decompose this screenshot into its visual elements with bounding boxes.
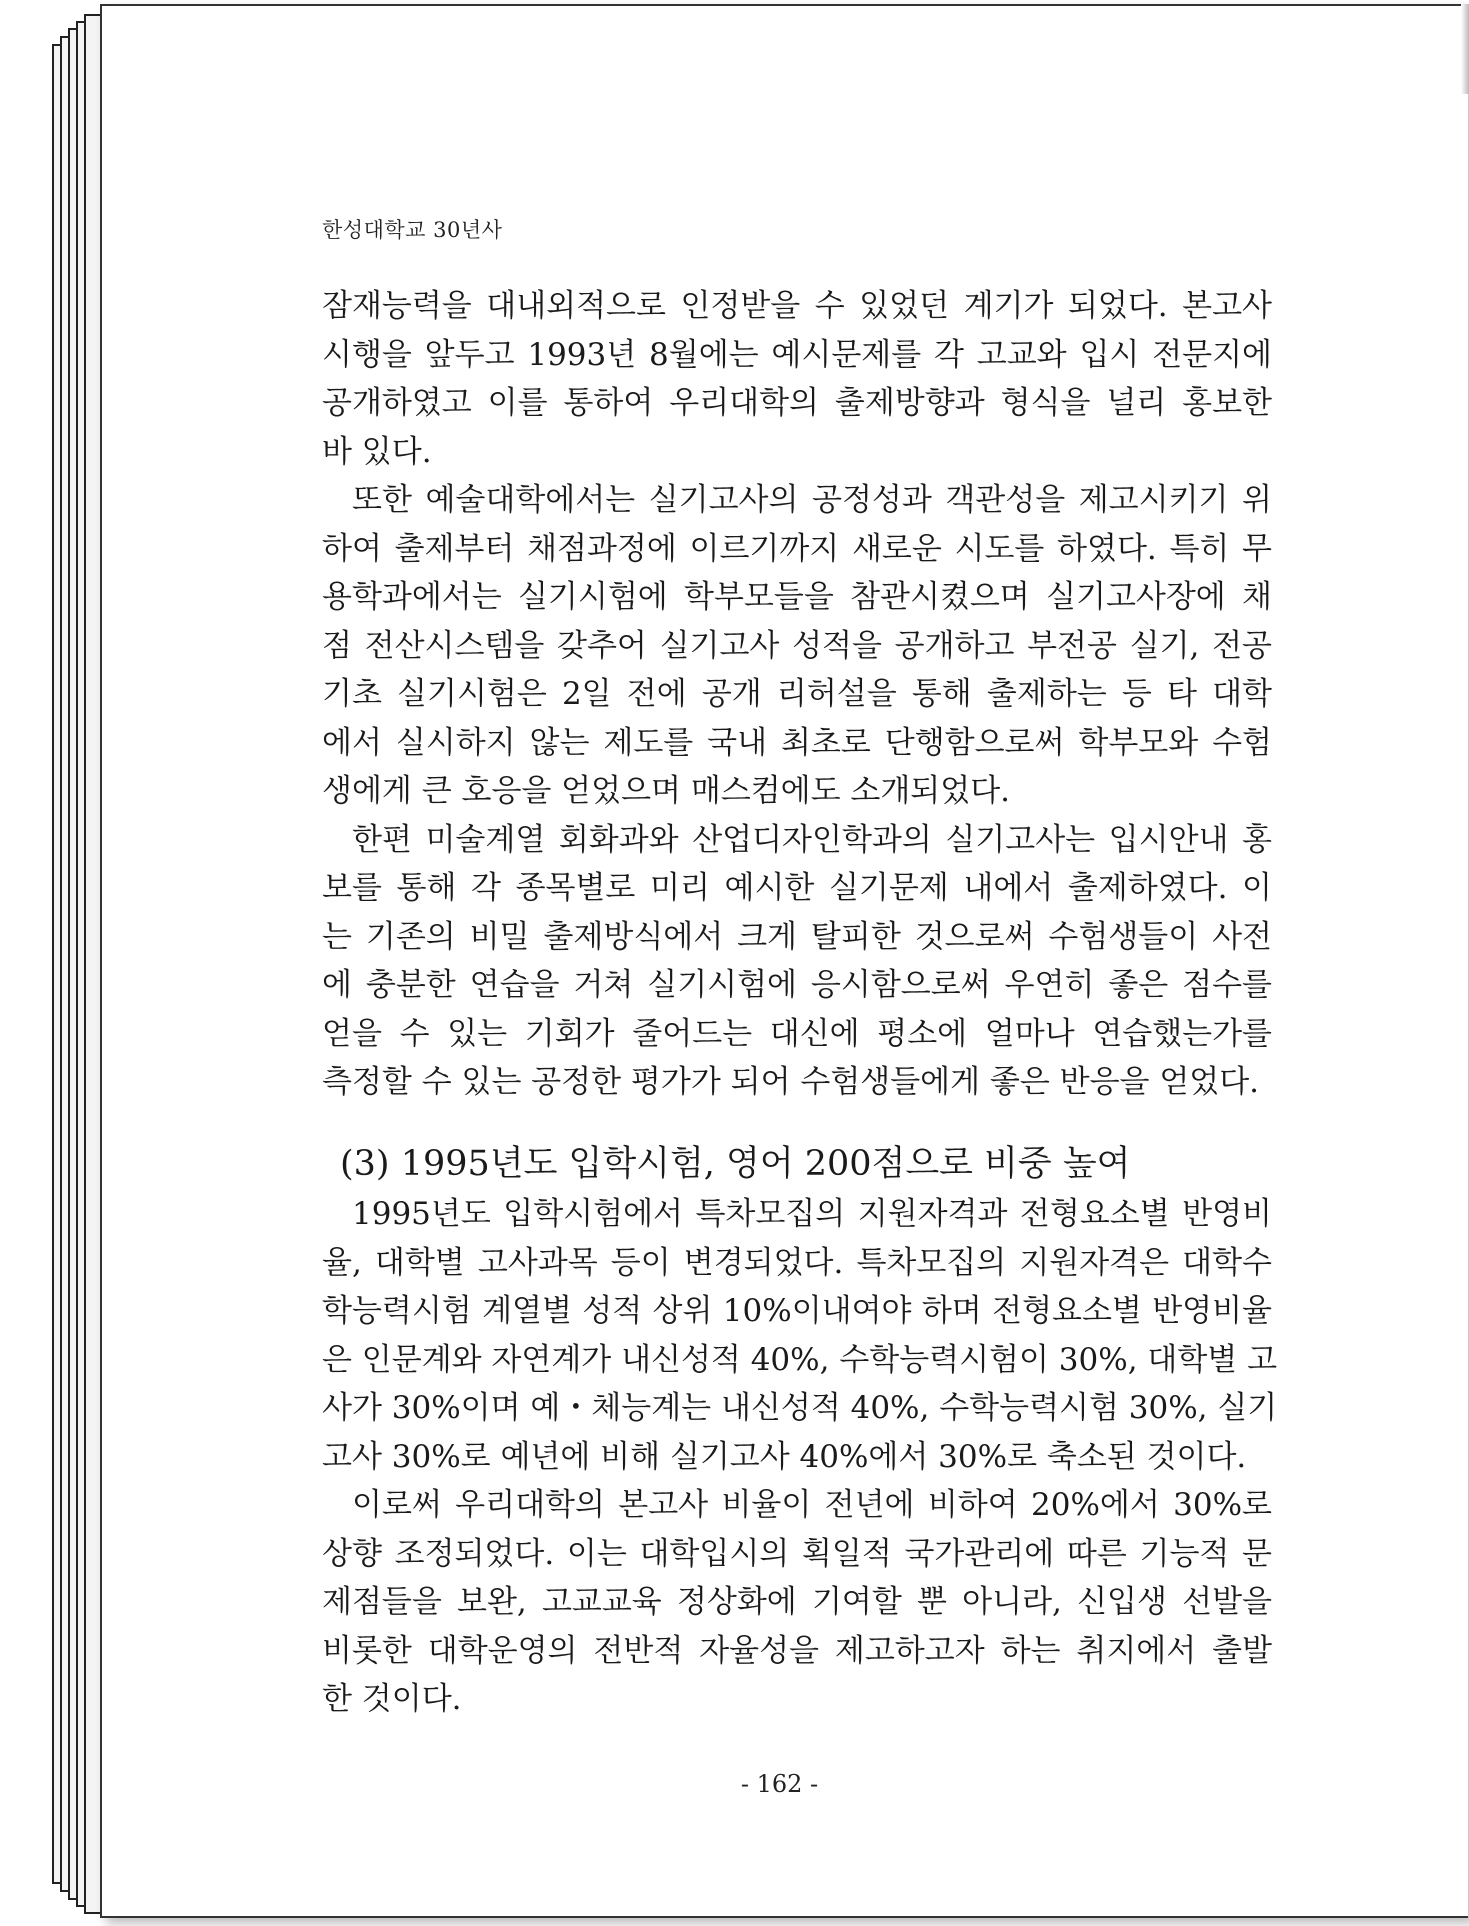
text-line: 상향 조정되었다. 이는 대학입시의 획일적 국가관리에 따른 기능적 문 — [322, 1535, 1272, 1572]
text-line: 은 인문계와 자연계가 내신성적 40%, 수학능력시험이 30%, 대학별 고 — [322, 1341, 1278, 1378]
body-text-block-2 — [322, 1190, 1278, 1724]
text-line: 얻을 수 있는 기회가 줄어드는 대신에 평소에 얼마나 연습했는가를 — [322, 1015, 1272, 1052]
text-line: 율, 대학별 고사과목 등이 변경되었다. 특차모집의 지원자격은 대학수 — [322, 1244, 1272, 1281]
page-fold-shadow — [1461, 4, 1469, 94]
section-title: (3) 1995년도 입학시험, 영어 200점으로 비중 높여 — [340, 1144, 1131, 1184]
page-number: - 162 - — [740, 1770, 819, 1798]
text-line: 점 전산시스템을 갖추어 실기고사 성적을 공개하고 부전공 실기, 전공 — [322, 627, 1272, 664]
text-line: 사가 30%이며 예・체능계는 내신성적 40%, 수학능력시험 30%, 실기 — [322, 1390, 1278, 1426]
text-line: 시행을 앞두고 1993년 8월에는 예시문제를 각 고교와 입시 전문지에 — [322, 336, 1272, 373]
text-line: 1995년도 입학시험에서 특차모집의 지원자격과 전형요소별 반영비 — [352, 1196, 1272, 1232]
text-line: 바 있다. — [322, 433, 432, 470]
text-line: 또한 예술대학에서는 실기고사의 공정성과 객관성을 제고시키기 위 — [352, 482, 1272, 518]
text-line: 고사 30%로 예년에 비해 실기고사 40%에서 30%로 축소된 것이다. — [322, 1438, 1247, 1475]
text-line: 이로써 우리대학의 본고사 비율이 전년에 비하여 20%에서 30%로 — [352, 1487, 1272, 1523]
text-line: 공개하였고 이를 통하여 우리대학의 출제방향과 형식을 널리 홍보한 — [322, 385, 1272, 421]
text-line: 에 충분한 연습을 거쳐 실기시험에 응시함으로써 우연히 좋은 점수를 — [322, 967, 1272, 1003]
text-line: 생에게 큰 호응을 얻었으며 매스컴에도 소개되었다. — [322, 773, 1010, 809]
text-line: 하여 출제부터 채점과정에 이르기까지 새로운 시도를 하였다. 특히 무 — [322, 530, 1272, 567]
body-text-block-1 — [322, 282, 1272, 1107]
text-line: 한 것이다. — [322, 1681, 462, 1717]
running-head: 한성대학교 30년사 — [322, 218, 503, 242]
text-line: 측정할 수 있는 공정한 평가가 되어 수험생들에게 좋은 반응을 얻었다. — [322, 1064, 1260, 1100]
text-line: 기초 실기시험은 2일 전에 공개 리허설을 통해 출제하는 등 타 대학 — [322, 676, 1272, 712]
text-line: 용학과에서는 실기시험에 학부모들을 참관시켰으며 실기고사장에 채 — [322, 579, 1272, 615]
text-line: 는 기존의 비밀 출제방식에서 크게 탈피한 것으로써 수험생들이 사전 — [322, 918, 1272, 955]
text-line: 학능력시험 계열별 성적 상위 10%이내여야 하며 전형요소별 반영비율 — [322, 1293, 1272, 1329]
text-line: 에서 실시하지 않는 제도를 국내 최초로 단행함으로써 학부모와 수험 — [322, 724, 1272, 761]
text-line: 비롯한 대학운영의 전반적 자율성을 제고하고자 하는 취지에서 출발 — [322, 1632, 1272, 1669]
text-line: 한편 미술계열 회화과와 산업디자인학과의 실기고사는 입시안내 홍 — [352, 821, 1272, 858]
text-line: 제점들을 보완, 고교교육 정상화에 기여할 뿐 아니라, 신입생 선발을 — [322, 1584, 1272, 1620]
text-line: 보를 통해 각 종목별로 미리 예시한 실기문제 내에서 출제하였다. 이 — [322, 870, 1272, 906]
text-line: 잠재능력을 대내외적으로 인정받을 수 있었던 계기가 되었다. 본고사 — [322, 288, 1272, 324]
